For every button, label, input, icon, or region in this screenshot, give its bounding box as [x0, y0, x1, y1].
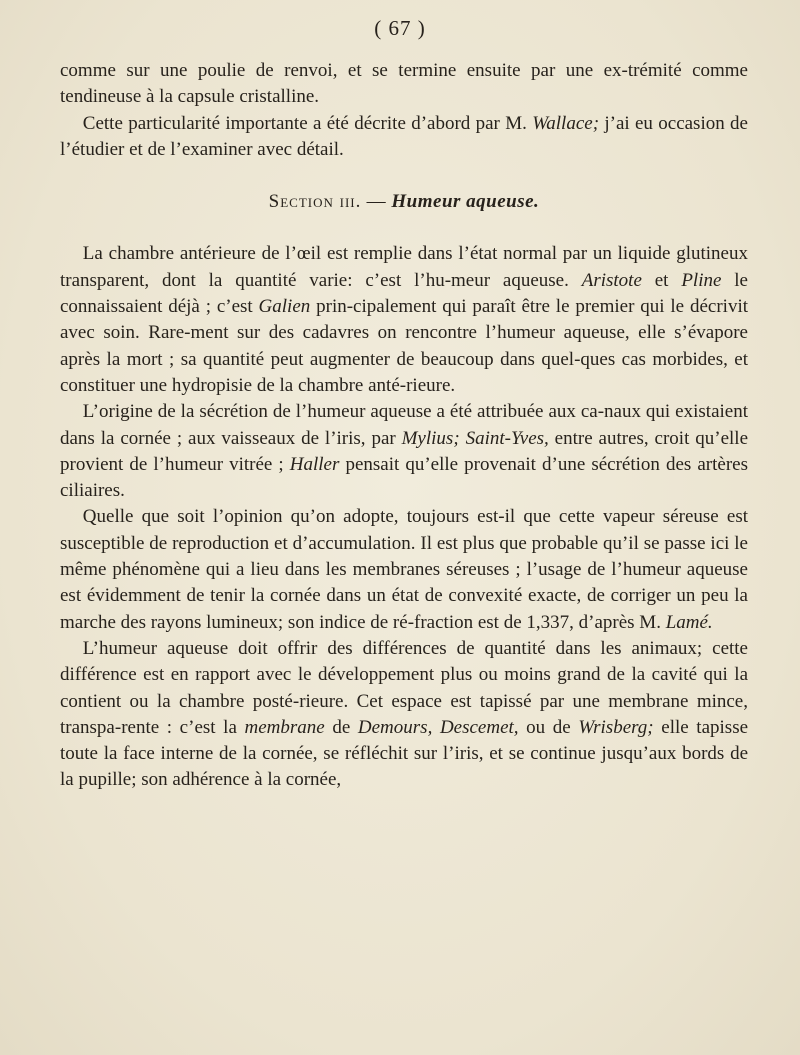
italic-text: Demours, Descemet,	[357, 716, 519, 738]
text-run: elle tapisse toute la face interne de la cornée, se réfléchit sur l’iris, et se continue jusqu’aux bords de la pupille; son adhérence à la cornée,	[60, 716, 749, 791]
paragraph-2	[60, 111, 748, 164]
italic-text: Galien	[258, 296, 311, 318]
text-run: prin-cipalement qui paraît être le premier qui le décrivit avec soin. Rare-ment sur des cadavres on rencontre l’humeur aqueuse, elle s’évapore après la mort ; sa quantité peut augmenter de beaucoup dans quel-ques cas morbides, et constituer une hydropisie de la chambre anté-rieure.	[60, 296, 748, 396]
section-heading	[60, 189, 748, 215]
text-run: comme sur une poulie de renvoi, et se termine ensuite par une ex-trémité comme tendineuse à la capsule cristalline.	[60, 60, 748, 108]
page-number: ( 67 )	[374, 16, 426, 40]
paragraph-3	[60, 241, 748, 399]
body-text	[60, 58, 748, 794]
italic-text: Mylius;	[401, 427, 460, 449]
paragraph-1	[60, 58, 748, 111]
text-run: La chambre antérieure de l’œil est remplie dans l’état normal par un liquide glutineux transparent, dont la quantité varie: c’est l’hu-meur aqueuse.	[60, 243, 748, 291]
italic-text: membrane	[244, 716, 325, 738]
italic-text: Aristote	[581, 269, 642, 291]
italic-text: Saint-Yves,	[465, 427, 549, 449]
text-run: Quelle que soit l’opinion qu’on adopte, toujours est-il que cette vapeur séreuse est susceptible de reproduction et d’accumulation. Il est plus que probable qu’il se passe ici le même phénomène qui a lieu dans les membranes séreuses ; l’usage de l’humeur aqueuse est évidemment de tenir la cornée dans un état de convexité exacte, de corriger un peu la marche des rayons lumineux; son indice de ré-fraction est de 1,337, d’après M.	[60, 506, 748, 633]
italic-text: Wallace;	[532, 112, 600, 134]
italic-text: Wrisberg;	[578, 716, 654, 738]
section-separator: —	[361, 191, 392, 213]
text-run: de	[324, 716, 358, 738]
section-title: Humeur aqueuse.	[391, 191, 540, 213]
italic-text: Lamé.	[665, 611, 713, 633]
text-run: j’ai eu occasion de l’étudier et de l’examiner avec détail.	[60, 112, 748, 160]
text-run: Cette particularité importante a été décrite d’abord par M.	[82, 112, 533, 134]
text-run: ou de	[518, 716, 579, 738]
paragraph-5	[60, 504, 748, 635]
section-label: Section iii.	[268, 191, 362, 213]
text-run: L’humeur aqueuse doit offrir des différences de quantité dans les animaux; cette différence est en rapport avec le développement plus ou moins grand de la cavité qui la contient ou la chambre posté-rieure. Cet espace est tapissé par une membrane mince, transpa-rente : c’est la	[60, 637, 748, 738]
text-run: le connaissaient déjà ; c’est	[60, 269, 748, 318]
text-run: L’origine de la sécrétion de l’humeur aqueuse a été attribuée aux ca-naux qui existaient dans la cornée ; aux vaisseaux de l’iris, par	[60, 401, 748, 449]
text-run: pensait qu’elle provenait d’une sécrétion des artères ciliaires.	[60, 453, 748, 502]
italic-text: Haller	[289, 453, 340, 475]
text-run: et	[641, 269, 682, 291]
text-run: entre autres, croit qu’elle provient de l’humeur vitrée ;	[60, 427, 749, 475]
paragraph-6	[60, 636, 748, 794]
italic-text: Pline	[681, 269, 722, 291]
paragraph-4	[60, 399, 748, 504]
